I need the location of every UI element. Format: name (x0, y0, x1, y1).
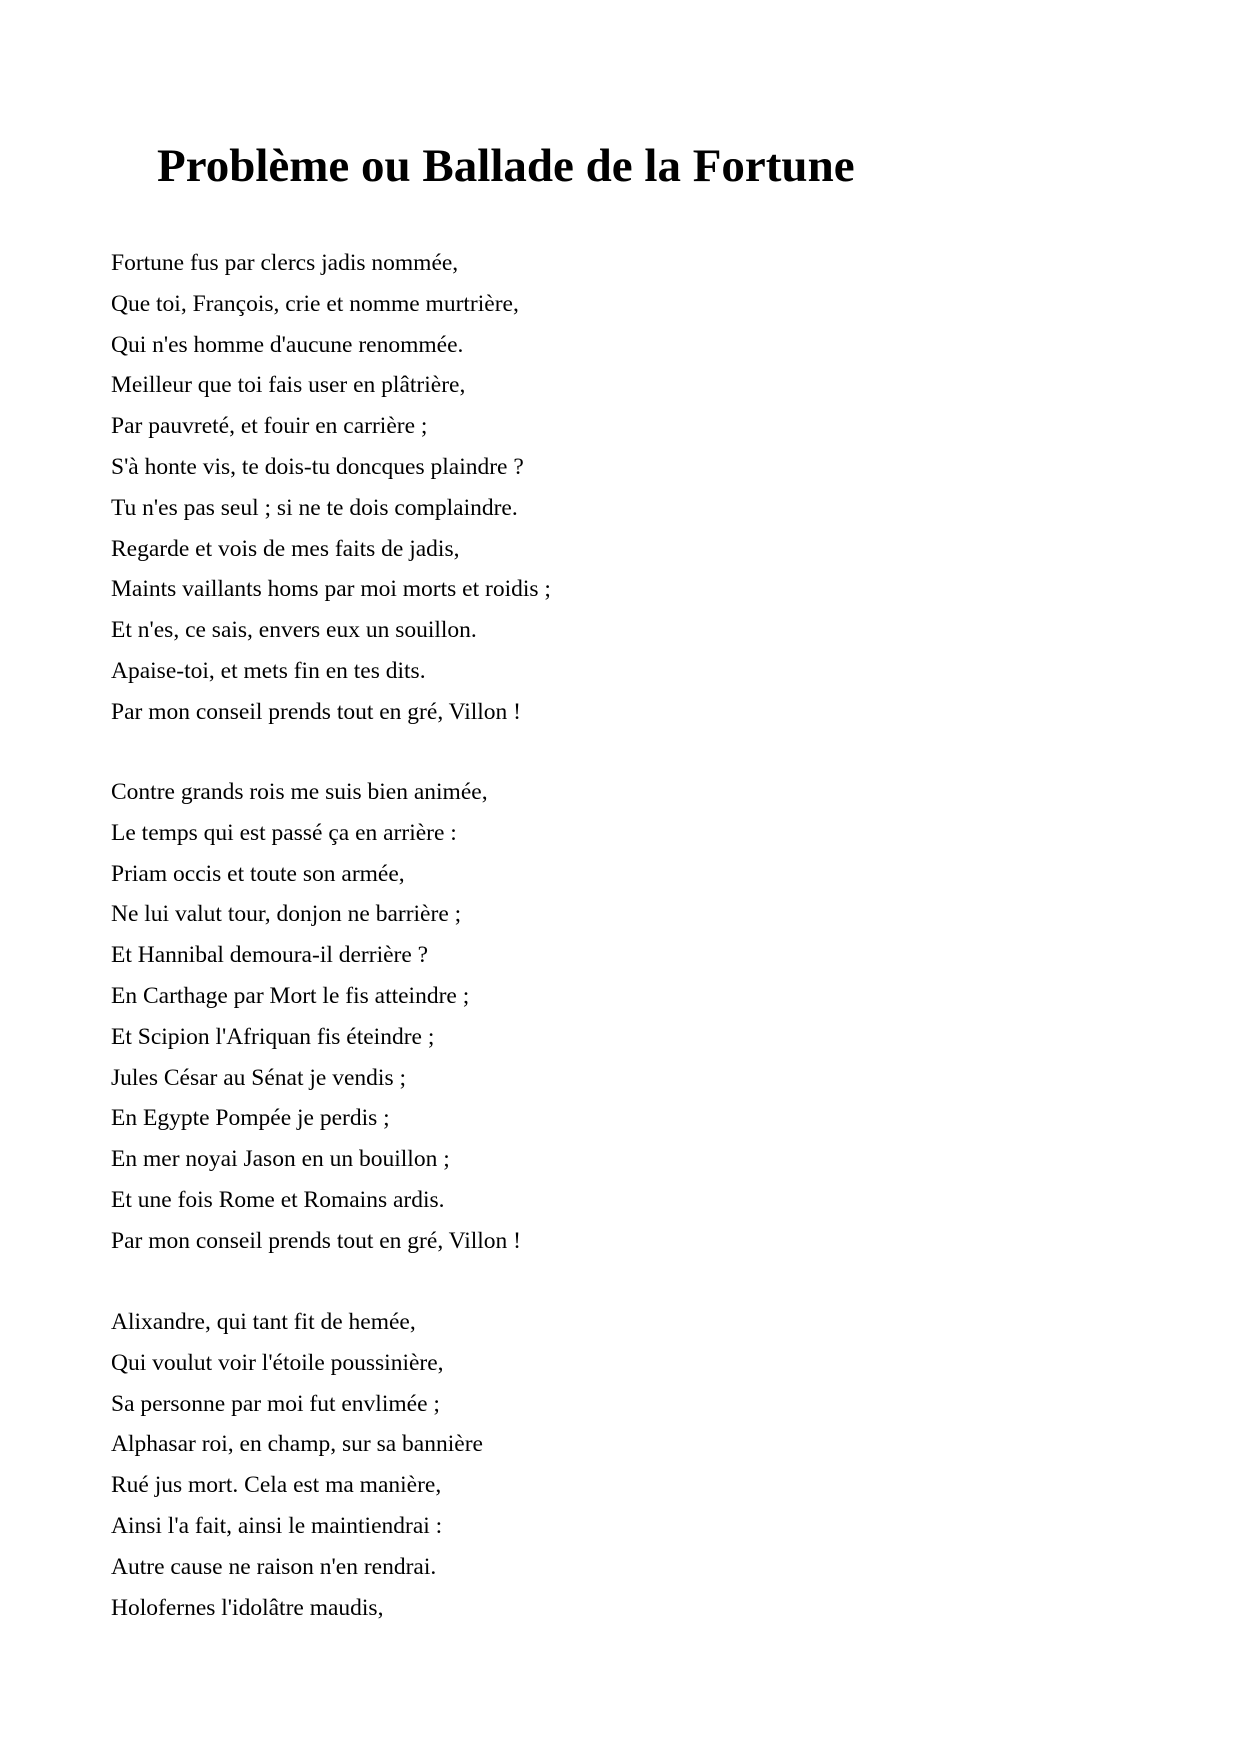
verse-line: Priam occis et toute son armée, (111, 860, 405, 887)
verse-line: Meilleur que toi fais user en plâtrière, (111, 372, 466, 399)
verse-line: Et Hannibal demoura-il derrière ? (111, 942, 429, 969)
verse-line: En Carthage par Mort le fis atteindre ; (111, 982, 470, 1009)
verse-line: Et Scipion l'Afriquan fis éteindre ; (111, 1023, 435, 1050)
verse-line: S'à honte vis, te dois-tu doncques plaindre ? (111, 453, 524, 480)
verse-line: Sa personne par moi fut envlimée ; (111, 1390, 440, 1417)
verse-line: Tu n'es pas seul ; si ne te dois complaindre. (111, 494, 518, 521)
stanza-1 (111, 243, 551, 733)
verse-line: En Egypte Pompée je perdis ; (111, 1105, 390, 1132)
verse-line: Alixandre, qui tant fit de hemée, (111, 1309, 416, 1335)
verse-line: Qui n'es homme d'aucune renommée. (111, 331, 464, 358)
verse-line: Ne lui valut tour, donjon ne barrière ; (111, 901, 462, 928)
verse-line: Autre cause ne raison n'en rendrai. (111, 1553, 437, 1580)
verse-line: Qui voulut voir l'étoile poussinière, (111, 1349, 444, 1376)
verse-line: Et n'es, ce sais, envers eux un souillon. (111, 617, 477, 644)
verse-line: Que toi, François, crie et nomme murtrière, (111, 290, 519, 317)
poem-title: Problème ou Ballade de la Fortune (157, 140, 855, 192)
verse-line: Par pauvreté, et fouir en carrière ; (111, 413, 428, 440)
verse-line: Fortune fus par clercs jadis nommée, (111, 250, 459, 276)
verse-line: Apaise-toi, et mets fin en tes dits. (111, 657, 426, 684)
verse-line: Regarde et vois de mes faits de jadis, (111, 535, 460, 562)
verse-line: En mer noyai Jason en un bouillon ; (111, 1146, 450, 1173)
stanza-2 (111, 772, 521, 1262)
verse-line: Contre grands rois me suis bien animée, (111, 779, 488, 805)
refrain-line: Par mon conseil prends tout en gré, Villon ! (111, 1227, 521, 1254)
verse-line: Ainsi l'a fait, ainsi le maintiendrai : (111, 1512, 443, 1539)
verse-line: Rué jus mort. Cela est ma manière, (111, 1472, 442, 1499)
stanza-3 (111, 1302, 483, 1628)
verse-line: Le temps qui est passé ça en arrière : (111, 819, 457, 846)
verse-line: Maints vaillants homs par moi morts et roidis ; (111, 576, 551, 603)
refrain-line: Par mon conseil prends tout en gré, Villon ! (111, 698, 521, 725)
verse-line: Jules César au Sénat je vendis ; (111, 1064, 406, 1091)
verse-line: Alphasar roi, en champ, sur sa bannière (111, 1431, 483, 1458)
verse-line: Holofernes l'idolâtre maudis, (111, 1594, 384, 1621)
verse-line: Et une fois Rome et Romains ardis. (111, 1186, 445, 1213)
